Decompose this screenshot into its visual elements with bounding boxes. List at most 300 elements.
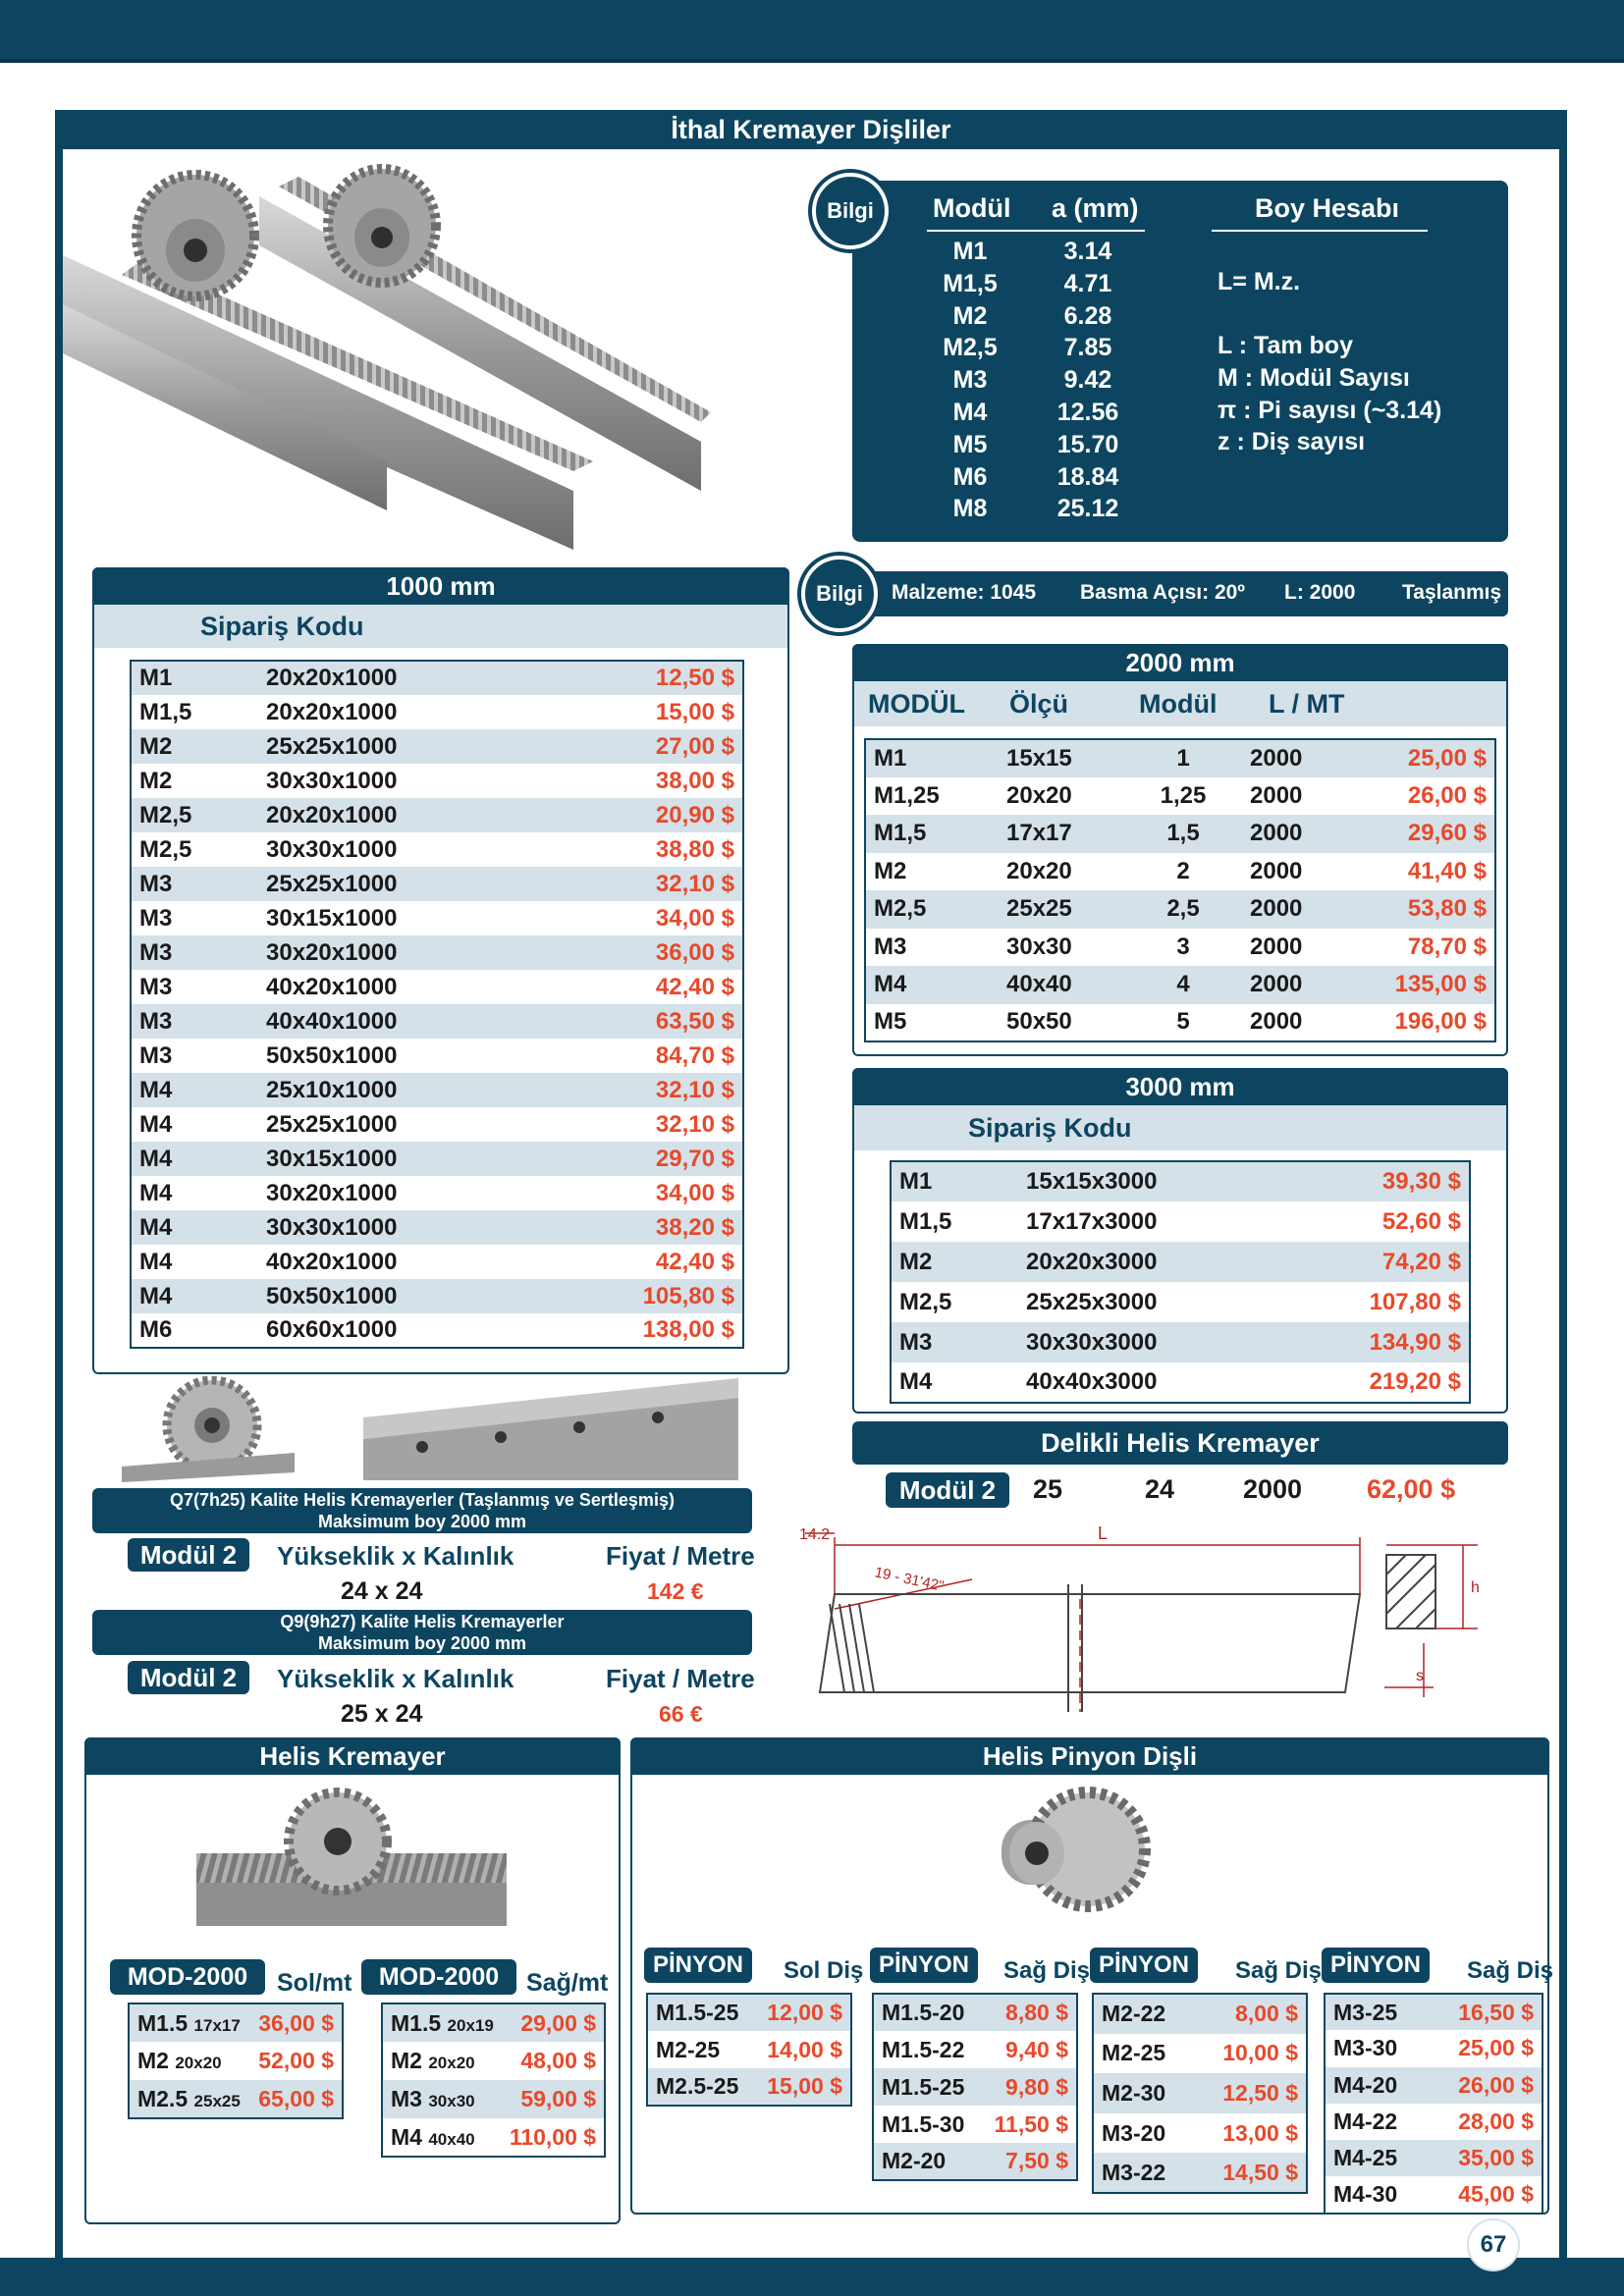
code-cell: 50x50x1000: [258, 1279, 553, 1313]
price-cell: 63,50 $: [553, 1004, 743, 1039]
t3000-m-cell: M4: [899, 1368, 933, 1395]
pinyon-code-cell: M3-30: [1333, 2035, 1398, 2061]
helis-modul: M3: [391, 2086, 422, 2111]
price-cell: 219,20 $: [1369, 1368, 1461, 1395]
t3000-m-cell: M1,5: [899, 1207, 952, 1235]
t2000-m-cell: M4: [865, 966, 999, 1004]
t2000-m-cell: M5: [874, 1008, 907, 1036]
table-row: [873, 2143, 1077, 2180]
pinyon-code-cell: M2-25: [656, 2036, 721, 2062]
table-row: [131, 1142, 743, 1176]
t2000-m-cell: M1: [865, 739, 999, 777]
table-row: [1093, 2034, 1307, 2074]
price-cell: 29,70 $: [553, 1142, 743, 1176]
price-cell: 78,70 $: [1407, 933, 1487, 960]
helis-size: 20x20: [428, 2054, 475, 2072]
t2000-o-cell: 50x50: [1006, 1008, 1072, 1036]
code-cell: 20x20x1000: [258, 798, 553, 832]
table-row: [131, 798, 743, 832]
price-cell: 38,00 $: [655, 767, 734, 794]
info-modul: M1,5: [943, 269, 998, 297]
table-row: [647, 2031, 851, 2068]
delikli-modul: Modül 2: [886, 1472, 1009, 1508]
table-row: [891, 1322, 1470, 1362]
q9-modul: Modül 2: [128, 1661, 249, 1694]
t2000-l-cell: 2000: [1242, 815, 1350, 853]
t2000-m-cell: M1,5: [865, 815, 999, 853]
price-cell: 41,40 $: [1407, 857, 1487, 884]
code-cell: 40x20x1000: [266, 1248, 398, 1275]
pinyon-code-cell: M1.5-30: [882, 2110, 965, 2137]
price-cell: 12,00 $: [753, 1994, 851, 2031]
info-col-modul: Modül: [933, 193, 1011, 223]
t3000-s-cell: 15x15x3000: [1018, 1161, 1293, 1201]
helis-pinyon-title: Helis Pinyon Dişli: [630, 1737, 1549, 1775]
boy-formula: L= M.z.: [1218, 268, 1301, 295]
drawing-dim-l: L: [1098, 1523, 1109, 1543]
price-cell: 48,00 $: [520, 2048, 597, 2073]
info-a-value: 7.85: [1063, 334, 1112, 362]
table-row: [873, 2068, 1077, 2106]
q7-col-size: Yükseklik x Kalınlık: [277, 1541, 514, 1571]
helis-modul-cell: [382, 2118, 502, 2157]
t2000-header-cell: Ölçü: [1009, 689, 1069, 719]
table-row: [1325, 2140, 1543, 2176]
helis-left-side: Sol/mt: [277, 1969, 352, 1997]
pinyon-code-cell: M1.5-25: [647, 1994, 753, 2031]
price-cell: 196,00 $: [1394, 1008, 1487, 1036]
price-cell: 52,60 $: [1381, 1207, 1461, 1235]
helis-size: 20x19: [447, 2015, 494, 2035]
pinyon-code-cell: M1.5-22: [882, 2036, 965, 2062]
table-row: [1093, 2153, 1307, 2193]
price-cell: 32,10 $: [553, 867, 743, 901]
table-row: [1325, 2030, 1543, 2066]
price-cell: 105,80 $: [553, 1279, 743, 1313]
code-cell: 30x15x1000: [266, 904, 398, 932]
info-badge: Bilgi: [812, 173, 889, 249]
modul-cell: M2,5: [139, 835, 192, 863]
table-row: [131, 1039, 743, 1073]
price-cell: 10,00 $: [1222, 2040, 1298, 2066]
table-row: [382, 2042, 605, 2080]
price-cell: 13,00 $: [1222, 2119, 1298, 2146]
code-cell: 20x20x1000: [258, 661, 553, 695]
t2000-header-cell: Modül: [1139, 689, 1218, 719]
pinyon-code-cell: M4-30: [1333, 2181, 1398, 2208]
helis-kremayer-title: Helis Kremayer: [84, 1737, 621, 1775]
helical-rack-image: [192, 1787, 511, 1930]
t3000-subtitle: Sipariş Kodu: [854, 1105, 1506, 1150]
t2000-header-cell: MODÜL: [868, 689, 965, 719]
q9-title: Q9(9h27) Kalite Helis Kremayerler: [280, 1612, 565, 1631]
drawing-s: s: [1416, 1668, 1424, 1684]
modul-cell: M1: [131, 661, 258, 695]
table-row: [131, 1073, 743, 1107]
helis-left-table: [128, 2002, 344, 2119]
table-row: [1093, 1994, 1307, 2034]
boy-legend-line: z : Diş sayısı: [1218, 428, 1366, 456]
pinyon-side: Sol Diş: [784, 1957, 864, 1984]
price-cell: 45,00 $: [1458, 2181, 1534, 2208]
boy-legend-line: L : Tam boy: [1218, 332, 1353, 359]
boy-legend-line: M : Modül Sayısı: [1218, 363, 1410, 392]
table-row: [129, 2042, 343, 2080]
table-row: [1325, 1994, 1543, 2030]
t3000-s-cell: 40x40x3000: [1026, 1368, 1158, 1395]
price-cell: 7,50 $: [980, 2143, 1077, 2180]
info-modul: M6: [952, 462, 988, 491]
table-row: [873, 1994, 1077, 2031]
info-modul: M8: [952, 495, 988, 523]
price-cell: 15,00 $: [655, 698, 734, 725]
pinyon-label: PİNYON: [870, 1948, 978, 1983]
page-title: İthal Kremayer Dişliler: [55, 110, 1567, 149]
price-cell: 9,40 $: [1005, 2036, 1068, 2062]
price-cell: 9,80 $: [980, 2068, 1077, 2106]
boy-hesabi-title: Boy Hesabı: [1255, 193, 1400, 223]
q9-subtitle: Maksimum boy 2000 mm: [317, 1633, 527, 1653]
table-row: [647, 2068, 851, 2106]
t3000-table: [890, 1160, 1471, 1404]
price-cell: 20,90 $: [553, 798, 743, 832]
price-cell: 36,00 $: [250, 2003, 343, 2042]
q7-subtitle: Maksimum boy 2000 mm: [317, 1512, 527, 1531]
code-cell: 25x10x1000: [258, 1073, 553, 1107]
pinyon-code-cell: M2-25: [1102, 2040, 1166, 2066]
material-basma: Basma Açısı: 20º: [1080, 581, 1245, 604]
boy-legend-line: π : Pi sayısı (~3.14): [1218, 396, 1442, 424]
t2000-header-cell: L / MT: [1269, 689, 1345, 719]
table-row: [891, 1242, 1470, 1282]
helis-modul: M2: [391, 2048, 422, 2073]
helis-modul-cell: [129, 2042, 250, 2080]
rack-technical-drawing: [785, 1516, 1542, 1722]
info-modul: M2,5: [943, 334, 998, 362]
helis-modul: M4: [391, 2123, 422, 2150]
modul-cell: M3: [131, 1004, 258, 1039]
pinyon-table: [1324, 1993, 1543, 2215]
delikli-price: 62,00 $: [1367, 1474, 1456, 1504]
price-cell: 26,00 $: [1427, 2067, 1543, 2104]
modul-cell: M4: [139, 1179, 173, 1206]
material-badge: Bilgi: [801, 556, 878, 632]
info-a-value: 25.12: [1056, 495, 1119, 523]
helis-size: 30x30: [428, 2092, 475, 2110]
table-row: [865, 739, 1495, 777]
table-row: [382, 2118, 605, 2157]
table-row: [1325, 2067, 1543, 2104]
helis-modul-cell: [129, 2080, 250, 2118]
info-a-value: 12.56: [1056, 399, 1119, 426]
modul-cell: M1,5: [139, 698, 192, 725]
modul-cell: M4: [131, 1210, 258, 1245]
info-a-value: 6.28: [1063, 301, 1112, 330]
q7-title: Q7(7h25) Kalite Helis Kremayerler (Taşlanmış ve Sertleşmiş): [170, 1490, 675, 1510]
table-row: [865, 966, 1495, 1004]
code-cell: 40x40x1000: [258, 1004, 553, 1039]
t3000-m-cell: M2: [891, 1242, 1018, 1282]
pinyon-table: [646, 1993, 852, 2107]
pinyon-side: Sağ Diş: [1235, 1957, 1323, 1984]
table-row: [129, 2003, 343, 2042]
t2000-o-cell: 40x40: [999, 966, 1124, 1004]
pinyon-code-cell: M2.5-25: [647, 2068, 753, 2106]
table-row: [382, 2080, 605, 2118]
helis-size: 17x17: [193, 2015, 241, 2035]
q7-price: 142 €: [647, 1578, 704, 1604]
table-row: [1093, 2073, 1307, 2113]
t2000-l-cell: 2000: [1242, 890, 1350, 929]
helis-modul-cell: [382, 2042, 502, 2080]
t2000-md-cell: 3: [1176, 933, 1190, 960]
page-number: 67: [1467, 2218, 1520, 2271]
price-cell: 38,80 $: [655, 835, 734, 863]
code-cell: 30x20x1000: [258, 935, 553, 970]
modul-cell: M3: [139, 1041, 173, 1069]
price-cell: 16,50 $: [1427, 1994, 1543, 2030]
modul-cell: M3: [131, 867, 258, 901]
table-row: [891, 1201, 1470, 1242]
table-row: [647, 1994, 851, 2031]
code-cell: 30x15x1000: [258, 1142, 553, 1176]
table-row: [131, 1245, 743, 1279]
modul-cell: M3: [139, 904, 173, 932]
t3000-s-cell: 17x17x3000: [1026, 1207, 1158, 1235]
t2000-table: [864, 738, 1496, 1042]
price-cell: 32,10 $: [553, 1073, 743, 1107]
pinyon-code-cell: M3-25: [1325, 1994, 1427, 2030]
modul-cell: M4: [131, 1073, 258, 1107]
t3000-s-cell: 25x25x3000: [1026, 1288, 1158, 1315]
price-cell: 110,00 $: [509, 2123, 597, 2150]
drilled-rack-image: [363, 1378, 738, 1480]
drawing-angle: 19 - 31'42": [873, 1564, 946, 1595]
price-cell: 52,00 $: [258, 2048, 334, 2073]
top-bar: [0, 0, 1624, 63]
t3000-m-cell: M1: [891, 1161, 1018, 1201]
table-row: [131, 867, 743, 901]
price-cell: 36,00 $: [553, 935, 743, 970]
helis-right-label: MOD-2000: [361, 1959, 516, 1995]
modul-cell: M4: [139, 1248, 173, 1275]
t2000-md-cell: 1,25: [1160, 781, 1207, 809]
table-row: [131, 764, 743, 798]
delikli-v2: 24: [1145, 1474, 1175, 1504]
helis-size: 20x20: [175, 2054, 222, 2072]
table-row: [131, 1313, 743, 1348]
table-row: [873, 2031, 1077, 2068]
pinyon-label: PİNYON: [1090, 1948, 1198, 1983]
table-row: [865, 1004, 1495, 1042]
code-cell: 30x30x1000: [266, 767, 398, 794]
price-cell: 35,00 $: [1427, 2140, 1543, 2176]
table-row: [865, 815, 1495, 853]
t2000-md-cell: 1: [1124, 739, 1242, 777]
table-row: [131, 1004, 743, 1039]
drawing-h: h: [1471, 1579, 1480, 1596]
info-a-value: 9.42: [1063, 366, 1112, 395]
helis-modul: M1.5: [391, 2009, 442, 2036]
info-modul: M2: [952, 301, 988, 330]
table-row: [865, 929, 1495, 967]
t2000-o-cell: 20x20: [1006, 781, 1072, 809]
pinyon-code-cell: M3-20: [1102, 2119, 1166, 2146]
material-taslanmis: Taşlanmış: [1402, 581, 1502, 604]
info-a-value: 18.84: [1056, 462, 1119, 491]
code-cell: 30x30x1000: [258, 1210, 553, 1245]
t2000-l-cell: 2000: [1242, 966, 1350, 1004]
price-cell: 15,00 $: [753, 2068, 851, 2106]
delikli-title: Delikli Helis Kremayer: [852, 1421, 1508, 1465]
price-cell: 8,00 $: [1193, 1994, 1307, 2034]
table-row: [873, 2106, 1077, 2143]
info-modul: M5: [952, 430, 988, 458]
q9-col-size: Yükseklik x Kalınlık: [277, 1664, 514, 1693]
info-modul: M1: [952, 238, 988, 265]
price-cell: 8,80 $: [980, 1994, 1077, 2031]
table-row: [131, 970, 743, 1004]
t3000-m-cell: M2,5: [899, 1288, 952, 1315]
helis-size: 40x40: [428, 2129, 475, 2149]
price-cell: 39,30 $: [1293, 1161, 1470, 1201]
table-row: [131, 1210, 743, 1245]
table-row: [891, 1282, 1470, 1322]
modul-cell: M6: [139, 1316, 173, 1343]
price-cell: 12,50 $: [553, 661, 743, 695]
t2000-m-cell: M2,5: [865, 890, 999, 929]
t3000-m-cell: M3: [891, 1322, 1018, 1362]
t1000-table: [130, 660, 744, 1349]
t2000-l-cell: 2000: [1250, 1008, 1303, 1036]
pinyon-side: Sağ Diş: [1003, 1957, 1091, 1984]
pinyon-code-cell: M4-25: [1325, 2140, 1427, 2176]
price-cell: 38,20 $: [553, 1210, 743, 1245]
table-row: [131, 695, 743, 729]
price-cell: 27,00 $: [553, 729, 743, 764]
price-cell: 25,00 $: [1458, 2035, 1534, 2061]
q7-col-price: Fiyat / Metre: [606, 1541, 755, 1571]
pinyon-code-cell: M2-20: [873, 2143, 980, 2180]
price-cell: 34,00 $: [655, 904, 734, 932]
code-cell: 60x60x1000: [266, 1316, 398, 1343]
helis-right-table: [381, 2002, 606, 2158]
helis-left-label: MOD-2000: [110, 1959, 265, 1995]
price-cell: 42,40 $: [655, 973, 734, 1000]
pinyon-side: Sağ Diş: [1467, 1957, 1554, 1984]
t2000-l-cell: 2000: [1250, 933, 1303, 960]
t3000-s-cell: 20x20x3000: [1018, 1242, 1293, 1282]
t3000-s-cell: 30x30x3000: [1018, 1322, 1293, 1362]
code-cell: 25x25x1000: [258, 729, 553, 764]
table-row: [865, 777, 1495, 816]
price-cell: 29,60 $: [1350, 815, 1495, 853]
t2000-l-cell: 2000: [1250, 781, 1303, 809]
price-cell: 59,00 $: [502, 2080, 605, 2118]
code-cell: 25x25x1000: [266, 1110, 398, 1138]
modul-cell: M2: [139, 767, 173, 794]
price-cell: 42,40 $: [655, 1248, 734, 1275]
t2000-l-cell: 2000: [1250, 857, 1303, 884]
price-cell: 25,00 $: [1350, 739, 1495, 777]
price-cell: 12,50 $: [1193, 2073, 1307, 2113]
info-col-a: a (mm): [1052, 193, 1139, 223]
price-cell: 34,00 $: [655, 1179, 734, 1206]
price-cell: 107,80 $: [1369, 1288, 1461, 1315]
price-cell: 135,00 $: [1350, 966, 1495, 1004]
helical-gear-small-image: [122, 1376, 295, 1482]
t2000-l-cell: 2000: [1242, 739, 1350, 777]
info-a-value: 4.71: [1063, 269, 1112, 297]
helical-pinion-image: [992, 1777, 1157, 1924]
q7-modul: Modül 2: [128, 1538, 249, 1572]
info-a-value: 3.14: [1063, 238, 1112, 265]
modul-cell: M4: [139, 1110, 173, 1138]
table-row: [1325, 2176, 1543, 2213]
helis-right-side: Sağ/mt: [526, 1969, 609, 1997]
modul-cell: M2,5: [131, 798, 258, 832]
price-cell: 32,10 $: [655, 1110, 734, 1138]
price-cell: 65,00 $: [250, 2080, 343, 2118]
delikli-v1: 25: [1033, 1474, 1063, 1504]
material-l: L: 2000: [1284, 581, 1356, 604]
t2000-md-cell: 1,5: [1124, 815, 1242, 853]
price-cell: 11,50 $: [994, 2110, 1068, 2137]
table-row: [1093, 2113, 1307, 2154]
code-cell: 30x20x1000: [266, 1179, 398, 1206]
table-row: [1325, 2104, 1543, 2140]
q9-size: 25 x 24: [341, 1700, 423, 1728]
price-cell: 14,50 $: [1193, 2153, 1307, 2193]
t2000-md-cell: 4: [1124, 966, 1242, 1004]
table-row: [865, 890, 1495, 929]
helis-size: 25x25: [193, 2091, 241, 2110]
info-modul: M3: [952, 366, 988, 395]
table-row: [891, 1362, 1470, 1403]
code-cell: 40x20x1000: [266, 973, 398, 1000]
t2000-md-cell: 2: [1176, 857, 1190, 884]
modul-cell: M3: [139, 973, 173, 1000]
price-cell: 134,90 $: [1293, 1322, 1470, 1362]
helis-modul: M1.5: [137, 2009, 189, 2036]
modul-cell: M4: [131, 1279, 258, 1313]
table-row: [131, 1176, 743, 1210]
t3000-title: 3000 mm: [852, 1068, 1508, 1105]
pinyon-code-cell: M4-20: [1325, 2067, 1427, 2104]
t2000-m-cell: M1,25: [874, 781, 940, 809]
helis-modul-cell: [129, 2003, 250, 2042]
pinyon-code-cell: M3-22: [1093, 2153, 1193, 2193]
modul-cell: M4: [131, 1142, 258, 1176]
pinyon-table: [1092, 1993, 1308, 2194]
helis-modul: M2: [137, 2048, 169, 2073]
t2000-o-cell: 30x30: [1006, 933, 1072, 960]
t1000-title: 1000 mm: [92, 567, 789, 605]
t2000-m-cell: M2: [874, 857, 907, 884]
pinyon-code-cell: M2-30: [1093, 2073, 1193, 2113]
t2000-m-cell: M3: [874, 933, 907, 960]
price-cell: 14,00 $: [767, 2036, 842, 2062]
table-row: [865, 853, 1495, 891]
table-row: [129, 2080, 343, 2118]
table-row: [131, 729, 743, 764]
price-cell: 28,00 $: [1458, 2109, 1534, 2135]
table-row: [131, 1107, 743, 1142]
code-cell: 50x50x1000: [266, 1041, 398, 1069]
pinyon-code-cell: M1.5-20: [873, 1994, 980, 2031]
code-cell: 30x30x1000: [266, 835, 398, 863]
helis-modul-cell: [382, 2080, 502, 2118]
